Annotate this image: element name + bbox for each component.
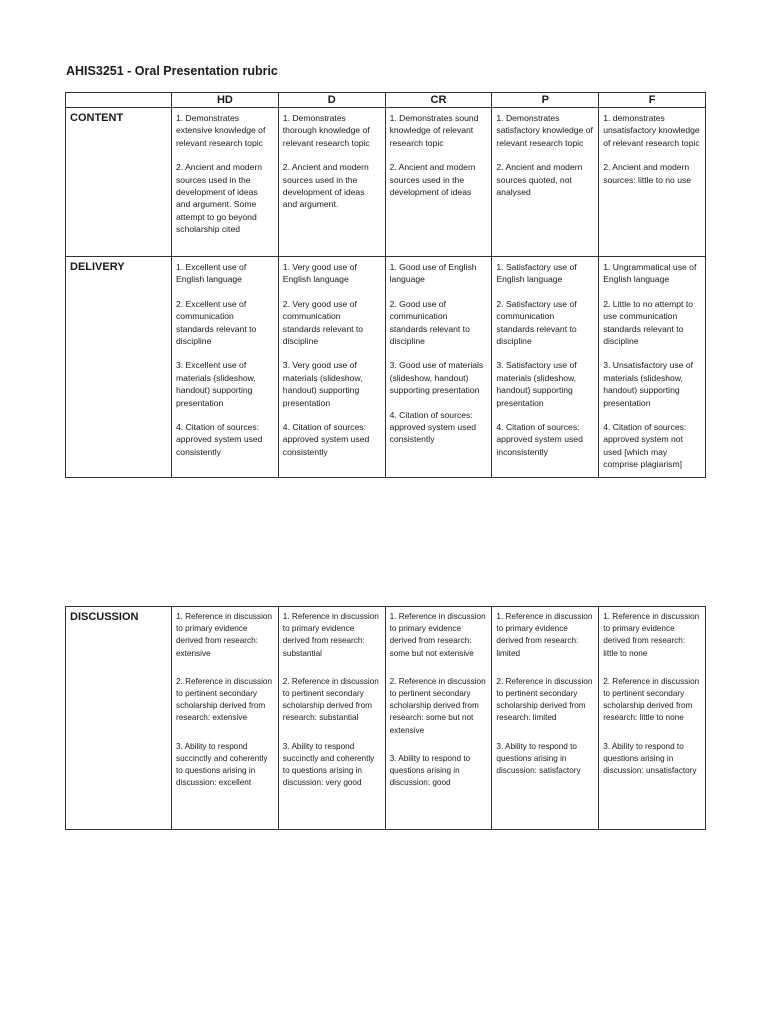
criterion-text: 1. Reference in discussion to primary evidence derived from research: substantial [282,612,379,658]
criterion-text: 1. Reference in discussion to primary evidence derived from research: extensive [176,612,273,658]
criteria-cell [172,607,279,830]
criteria-cell [385,257,492,478]
criterion-text: 1. Reference in discussion to primary evidence derived from research: little to none [603,612,700,658]
criterion-text: 3. Satisfactory use of materials (slideshow, handout) supporting presentation [496,360,577,408]
criteria-cell [492,108,599,257]
criterion-text: 4. Citation of sources: approved system used consistently [389,409,477,445]
criterion-text: 2. Reference in discussion to pertinent secondary scholarship derived from research: substantial [282,676,379,723]
criterion-text: 3. Good use of materials (slideshow, handout) supporting presentation [389,360,484,396]
criterion-text: 3. Ability to respond to questions arising in discussion: satisfactory [496,741,581,776]
category-label: DELIVERY [66,257,172,478]
criteria-cell [492,257,599,478]
criteria-cell [278,607,385,830]
criterion-text: 2. Satisfactory use of communication standards relevant to discipline [496,298,577,347]
criterion-text: 3. Ability to respond to questions arising in discussion: good [389,753,471,788]
document-title: AHIS3251 - Oral Presentation rubric [66,64,278,78]
criterion-text: 1. Ungrammatical use of English language [603,262,697,285]
criteria-cell [278,108,385,257]
criterion-text: 1. Demonstrates satisfactory knowledge of relevant research topic [496,113,593,148]
criteria-cell [172,257,279,478]
criterion-text: 2. Excellent use of communication standards relevant to discipline [176,298,257,347]
criterion-text: 1. Demonstrates sound knowledge of relevant research topic [389,113,479,148]
criterion-text: 4. Citation of sources: approved system not used [which may comprise plagiarism] [603,422,687,470]
criterion-text: 1. Reference in discussion to primary evidence derived from research: limited [496,612,593,658]
criterion-text: 3. Unsatisfactory use of materials (slideshow, handout) supporting presentation [603,360,693,408]
criterion-text: 2. Reference in discussion to pertinent secondary scholarship derived from research: little to none [603,676,700,723]
criterion-text: 1. Good use of English language [389,262,477,285]
rubric-table-main [65,92,706,478]
criterion-text: 3. Very good use of materials (slideshow, handout) supporting presentation [282,360,363,408]
criteria-cell [599,108,706,257]
rubric-table-discussion [65,606,706,830]
criterion-text: 1. Demonstrates thorough knowledge of relevant research topic [282,113,370,148]
criteria-cell [492,607,599,830]
criteria-cell [599,257,706,478]
criteria-cell [278,257,385,478]
criterion-text: 2. Ancient and modern sources used in the development of ideas [389,162,476,198]
rubric-row-delivery [66,257,706,478]
criterion-text: 3. Ability to respond to questions arising in discussion: unsatisfactory [603,741,697,776]
criterion-text: 1. Demonstrates extensive knowledge of relevant research topic [176,113,266,148]
criterion-text: 2. Ancient and modern sources used in the development of ideas and argument. Some attempt to go beyond scholarship cited [176,162,262,235]
criterion-text: 2. Very good use of communication standards relevant to discipline [282,298,364,347]
criterion-text: 4. Citation of sources: approved system used inconsistently [496,422,583,457]
category-label: CONTENT [66,108,172,257]
criterion-text: 1. Very good use of English language [282,262,357,285]
criterion-text: 3. Ability to respond succinctly and coherently to questions arising in discussion: excellent [176,741,268,788]
grade-header-f: F [599,93,706,108]
criteria-cell [599,607,706,830]
criterion-text: 2. Good use of communication standards relevant to discipline [389,298,470,347]
criteria-cell [385,108,492,257]
criterion-text: 1. Satisfactory use of English language [496,262,577,285]
criterion-text: 4. Citation of sources: approved system used consistently [282,422,370,457]
criterion-text: 1. Excellent use of English language [176,262,247,285]
criterion-text: 2. Reference in discussion to pertinent secondary scholarship derived from research: some but not extensive [389,676,486,735]
grade-header-p: P [492,93,599,108]
criterion-text: 3. Excellent use of materials (slideshow, handout) supporting presentation [176,360,256,408]
grade-header-cr: CR [385,93,492,108]
criterion-text: 1. demonstrates unsatisfactory knowledge of relevant research topic [603,113,700,148]
criterion-text: 1. Reference in discussion to primary evidence derived from research: some but not extensive [389,612,486,658]
rubric-row-discussion [66,607,706,830]
grade-header-hd: HD [172,93,279,108]
criterion-text: 2. Reference in discussion to pertinent secondary scholarship derived from research: extensive [176,676,273,723]
criterion-text: 2. Ancient and modern sources: little to no use [603,162,692,185]
criterion-text: 3. Ability to respond succinctly and coherently to questions arising in discussion: very good [282,741,375,788]
rubric-row-content [66,108,706,257]
criterion-text: 2. Little to no attempt to use communication standards relevant to discipline [603,298,693,347]
criterion-text: 4. Citation of sources: approved system used consistently [176,422,263,457]
corner-cell [66,93,172,108]
criteria-cell [172,108,279,257]
grade-header-d: D [278,93,385,108]
category-label: DISCUSSION [66,607,172,830]
criteria-cell [385,607,492,830]
grade-header-row [66,93,706,108]
criterion-text: 2. Ancient and modern sources used in the development of ideas and argument. [282,162,369,210]
criterion-text: 2. Ancient and modern sources quoted, not analysed [496,162,583,198]
criterion-text: 2. Reference in discussion to pertinent secondary scholarship derived from research: limited [496,676,593,723]
